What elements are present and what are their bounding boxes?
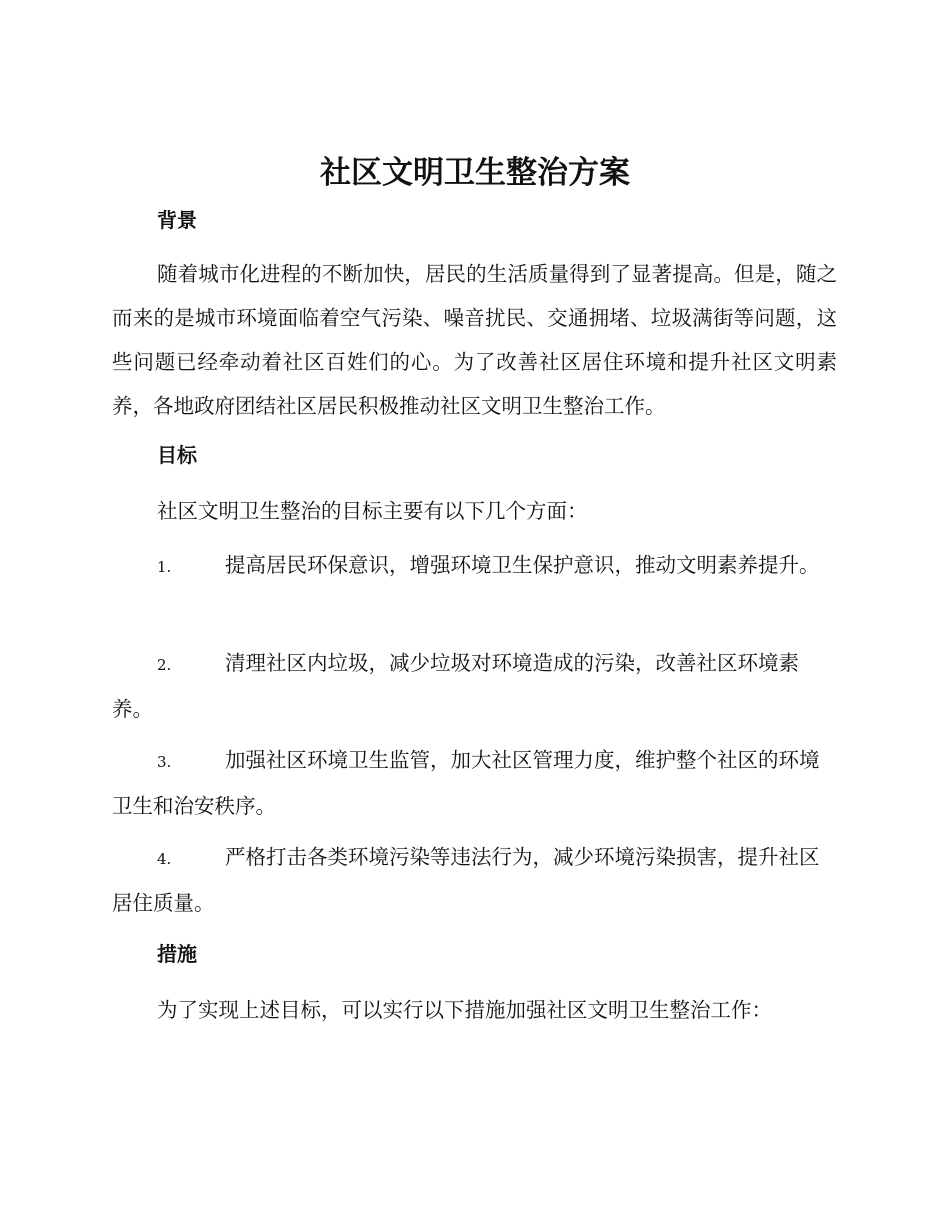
paragraph-measures-intro: 为了实现上述目标，可以实行以下措施加强社区文明卫生整治工作： [157, 998, 772, 1022]
list-item-number: 3. [157, 753, 172, 771]
heading-background: 背景 [157, 208, 197, 232]
heading-goals: 目标 [157, 443, 197, 467]
paragraph-goals-intro: 社区文明卫生整治的目标主要有以下几个方面： [157, 499, 588, 523]
list-item-text: 加强社区环境卫生监管，加大社区管理力度，维护整个社区的环境卫生和治安秩序。 [112, 748, 820, 818]
list-item-number: 2. [157, 656, 172, 674]
list-item-text: 严格打击各类环境污染等违法行为，减少环境污染损害，提升社区居住质量。 [112, 845, 820, 915]
document-title: 社区文明卫生整治方案 [320, 155, 630, 191]
list-item-number: 4. [157, 850, 172, 868]
paragraph-background: 随着城市化进程的不断加快，居民的生活质量得到了显著提高。但是，随之而来的是城市环境面临着空气污染、噪音扰民、交通拥堵、垃圾满街等问题，这些问题已经牵动着社区百姓们的心。为了改善社区居住环境和提升社区文明素养，各地政府团结社区居民积极推动社区文明卫生整治工作。 [112, 262, 837, 418]
list-item-text: 清理社区内垃圾，减少垃圾对环境造成的污染，改善社区环境素养。 [112, 651, 799, 721]
list-item-number: 1. [157, 558, 172, 576]
list-item [112, 835, 837, 925]
heading-measures: 措施 [157, 942, 197, 966]
list-item [112, 543, 837, 589]
list-item [112, 738, 837, 828]
list-item-text: 提高居民环保意识，增强环境卫生保护意识，推动文明素养提升。 [225, 553, 820, 577]
list-item [112, 641, 837, 731]
